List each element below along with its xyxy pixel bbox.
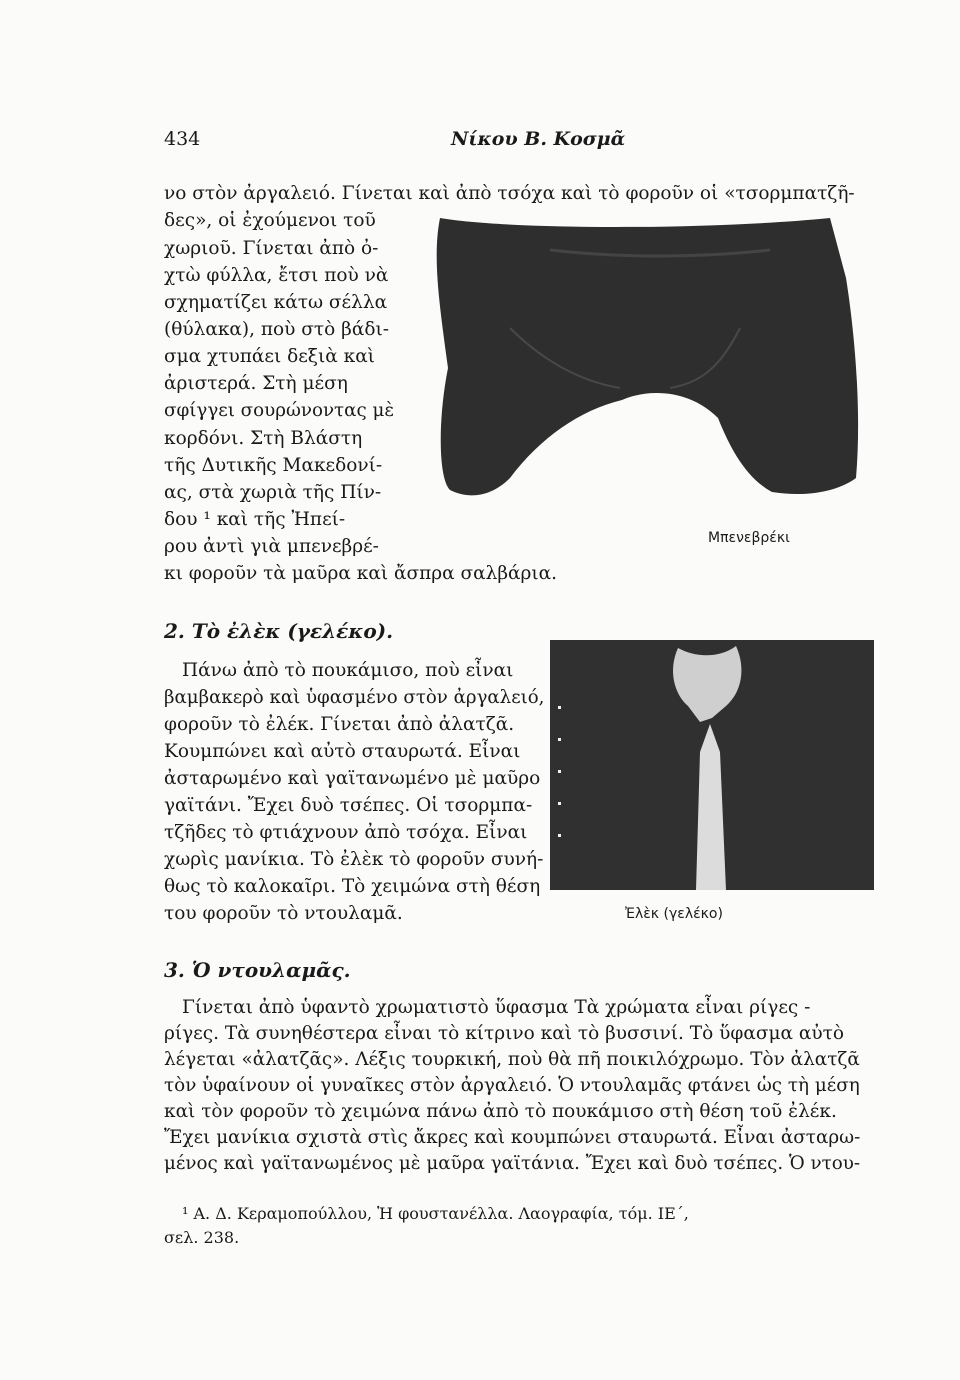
section3-line: τὸν ὑφαίνουν οἱ γυναῖκες στὸν ἀργαλειό. Ὁ ντουλαμᾶς φτάνει ὡς τὴ μέση	[164, 1075, 860, 1096]
section2-line: τζῆδες τὸ φτιάχνουν ἀπὸ τσόχα. Εἶναι	[164, 822, 528, 843]
intro-line: κορδόνι. Στὴ Βλάστη	[164, 428, 363, 449]
intro-line: νο στὸν ἀργαλειό. Γίνεται καὶ ἀπὸ τσόχα καὶ τὸ φοροῦν οἱ «τσορμπατζῆ-	[164, 183, 855, 204]
intro-line: (θύλακα), ποὺ στὸ βάδι-	[164, 319, 389, 340]
section2-line: του φοροῦν τὸ ντουλαμᾶ.	[164, 903, 403, 924]
intro-line: χτὼ φύλλα, ἔτσι ποὺ νὰ	[164, 265, 389, 286]
intro-line: χωριοῦ. Γίνεται ἀπὸ ὀ-	[164, 238, 379, 259]
intro-line: σφίγγει σουρώνοντας μὲ	[164, 400, 395, 421]
section2-line: θως τὸ καλοκαῖρι. Τὸ χειμώνα στὴ θέση	[164, 876, 541, 897]
intro-line: τῆς Δυτικῆς Μακεδονί-	[164, 455, 383, 476]
footnote-line: σελ. 238.	[164, 1228, 240, 1247]
intro-line: σχηματίζει κάτω σέλλα	[164, 292, 388, 313]
section3-heading: 3. Ὁ ντουλαμᾶς.	[164, 958, 351, 982]
elek-photo	[550, 640, 874, 890]
section3-line: μένος καὶ γαϊτανωμένος μὲ μαῦρα γαϊτάνια. Ἔχει καὶ δυὸ τσέπες. Ὁ ντου-	[164, 1153, 861, 1174]
figure2-caption: Ἐλὲκ (γελέκο)	[625, 906, 723, 922]
intro-line: ας, στὰ χωριὰ τῆς Πίν-	[164, 482, 382, 503]
footnote-line: ¹ Α. Δ. Κεραμοπούλλου, Ἡ φουστανέλλα. Λαογραφία, τόμ. ΙΕ΄,	[182, 1204, 689, 1223]
section2-line: βαμβακερὸ καὶ ὑφασμένο στὸν ἀργαλειό,	[164, 687, 545, 708]
running-title: Νίκου Β. Κοσμᾶ	[451, 128, 626, 150]
benevreki-photo	[400, 178, 860, 508]
section2-heading: 2. Τὸ ἐλὲκ (γελέκο).	[164, 619, 394, 643]
intro-line: ἀριστερά. Στὴ μέση	[164, 373, 348, 394]
section3-line: καὶ τὸν φοροῦν τὸ χειμώνα πάνω ἀπὸ τὸ πουκάμισο στὴ θέση τοῦ ἐλέκ.	[164, 1101, 837, 1122]
intro-line: κι φοροῦν τὰ μαῦρα καὶ ἄσπρα σαλβάρια.	[164, 563, 558, 584]
section2-line: Πάνω ἀπὸ τὸ πουκάμισο, ποὺ εἶναι	[182, 660, 514, 681]
section2-line: Κουμπώνει καὶ αὐτὸ σταυρωτά. Εἶναι	[164, 741, 521, 762]
figure1-caption: Μπενεβρέκι	[708, 530, 790, 546]
section2-line: γαϊτάνι. Ἔχει δυὸ τσέπες. Οἱ τσορμπα-	[164, 795, 533, 816]
section3-line: λέγεται «ἀλατζᾶς». Λέξις τουρκική, ποὺ θὰ πῆ ποικιλόχρωμο. Τὸν ἀλατζᾶ	[164, 1049, 860, 1070]
section3-line: Ἔχει μανίκια σχιστὰ στὶς ἄκρες καὶ κουμπώνει σταυρωτά. Εἶναι ἀσταρω-	[164, 1127, 861, 1148]
section3-line: ρίγες. Τὰ συνηθέστερα εἶναι τὸ κίτρινο καὶ τὸ βυσσινί. Τὸ ὕφασμα αὐτὸ	[164, 1023, 844, 1044]
section2-line: φοροῦν τὸ ἐλέκ. Γίνεται ἀπὸ ἀλατζᾶ.	[164, 714, 515, 735]
section2-line: ἀσταρωμένο καὶ γαϊτανωμένο μὲ μαῦρο	[164, 768, 541, 789]
intro-line: δες», οἱ ἐχούμενοι τοῦ	[164, 210, 376, 231]
page-number: 434	[164, 128, 201, 150]
section2-line: χωρὶς μανίκια. Τὸ ἐλὲκ τὸ φοροῦν συνή-	[164, 849, 544, 870]
intro-line: σμα χτυπάει δεξιὰ καὶ	[164, 346, 375, 367]
section3-line: Γίνεται ἀπὸ ὑφαντὸ χρωματιστὸ ὕφασμα Τὰ χρώματα εἶναι ρίγες -	[182, 997, 811, 1018]
intro-line: ρου ἀντὶ γιὰ μπενεβρέ-	[164, 536, 379, 557]
intro-line: δου ¹ καὶ τῆς Ἠπεί-	[164, 509, 346, 530]
